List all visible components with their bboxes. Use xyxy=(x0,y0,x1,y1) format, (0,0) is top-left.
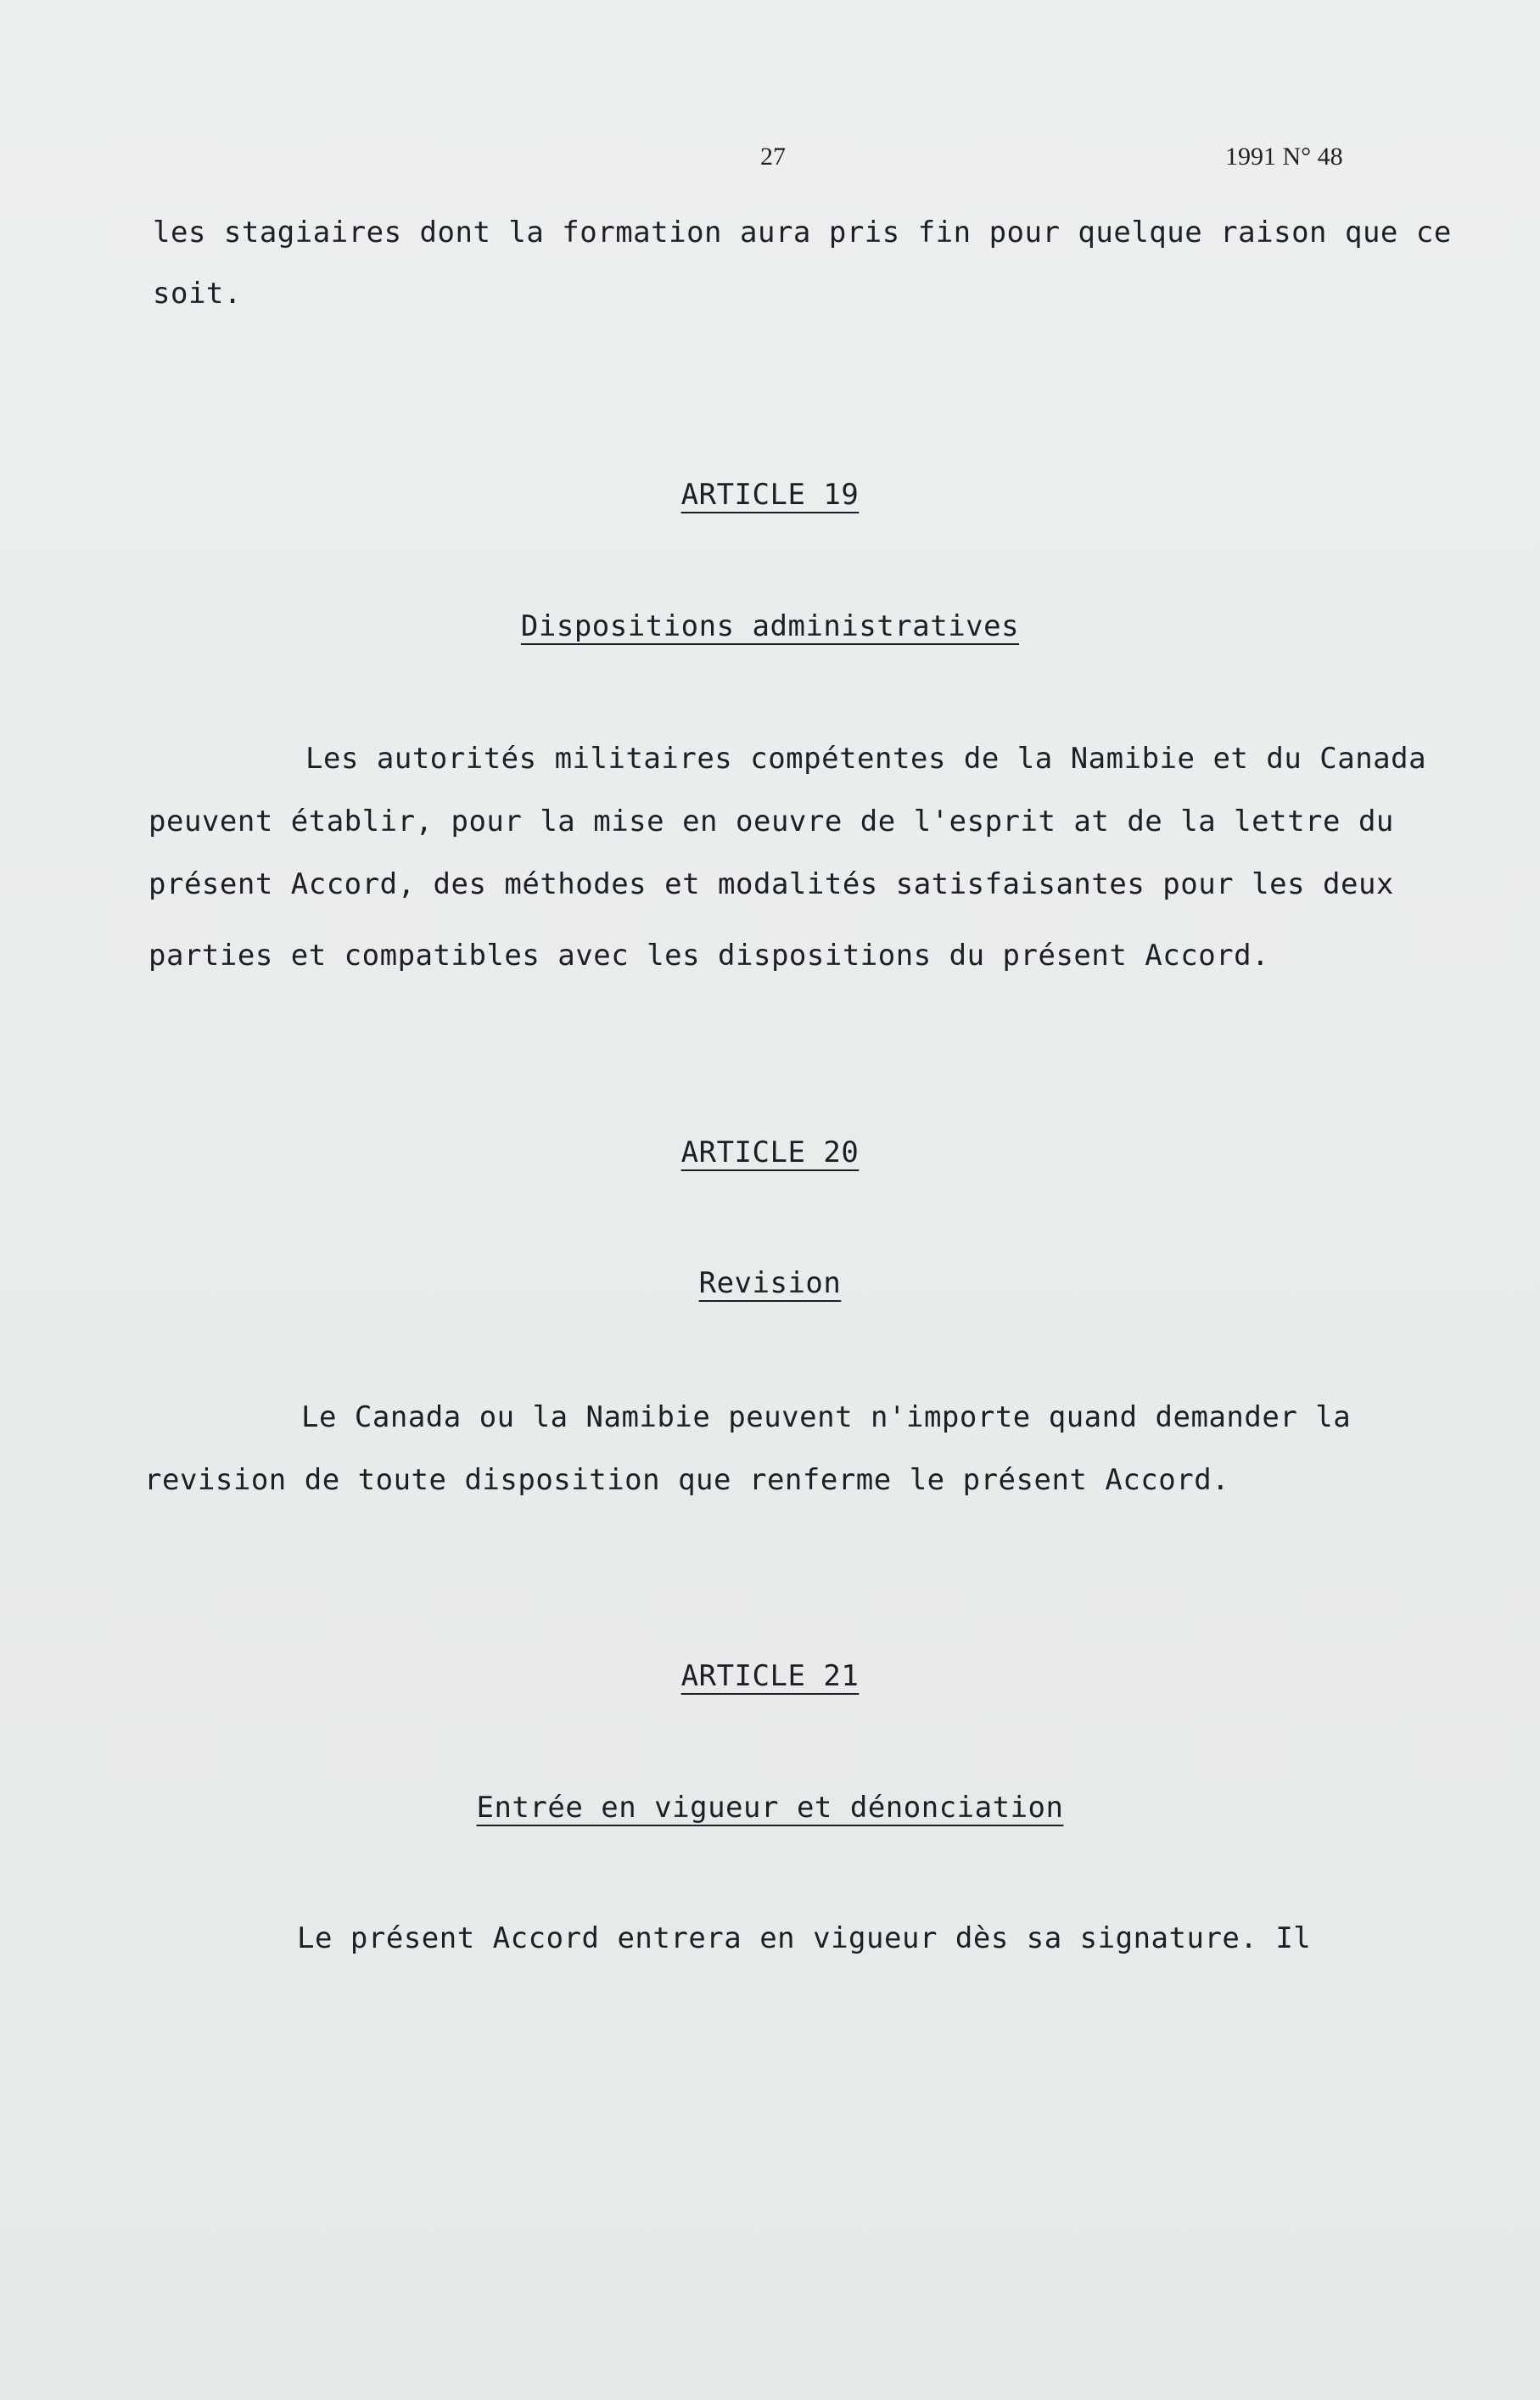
article-19-heading xyxy=(0,478,1540,512)
treaty-reference: 1991 N° 48 xyxy=(1225,143,1343,171)
article-20-line-1: Le Canada ou la Namibie peuvent n'importe quand demander la xyxy=(301,1400,1352,1434)
article-19-line-2: peuvent établir, pour la mise en oeuvre de l'esprit at de la lettre du xyxy=(148,805,1394,838)
article-19-heading-text: ARTICLE 19 xyxy=(680,478,860,512)
article-19-subheading xyxy=(0,609,1540,643)
page-number: 27 xyxy=(760,143,786,171)
article-20-line-2: revision de toute disposition que renferme le présent Accord. xyxy=(144,1463,1230,1497)
article-20-heading xyxy=(0,1136,1540,1169)
article-19-line-1: Les autorités militaires compétentes de la Namibie et du Canada xyxy=(305,742,1427,776)
article-21-line-1: Le présent Accord entrera en vigueur dès sa signature. Il xyxy=(297,1921,1312,1955)
article-19-subheading-text: Dispositions administratives xyxy=(520,609,1020,643)
continuation-line-1: les stagiaires dont la formation aura pris fin pour quelque raison que ce xyxy=(153,216,1452,250)
continuation-line-2: soit. xyxy=(153,277,242,311)
article-20-subheading xyxy=(0,1266,1540,1300)
article-20-heading-text: ARTICLE 20 xyxy=(680,1136,860,1169)
article-21-heading-text: ARTICLE 21 xyxy=(680,1659,860,1693)
article-21-subheading-text: Entrée en vigueur et dénonciation xyxy=(476,1791,1064,1825)
article-21-subheading xyxy=(0,1791,1540,1825)
article-20-subheading-text: Revision xyxy=(698,1266,842,1300)
article-19-line-3: présent Accord, des méthodes et modalités satisfaisantes pour les deux xyxy=(148,867,1394,901)
article-19-line-4: parties et compatibles avec les dispositions du présent Accord. xyxy=(148,939,1270,973)
article-21-heading xyxy=(0,1659,1540,1693)
